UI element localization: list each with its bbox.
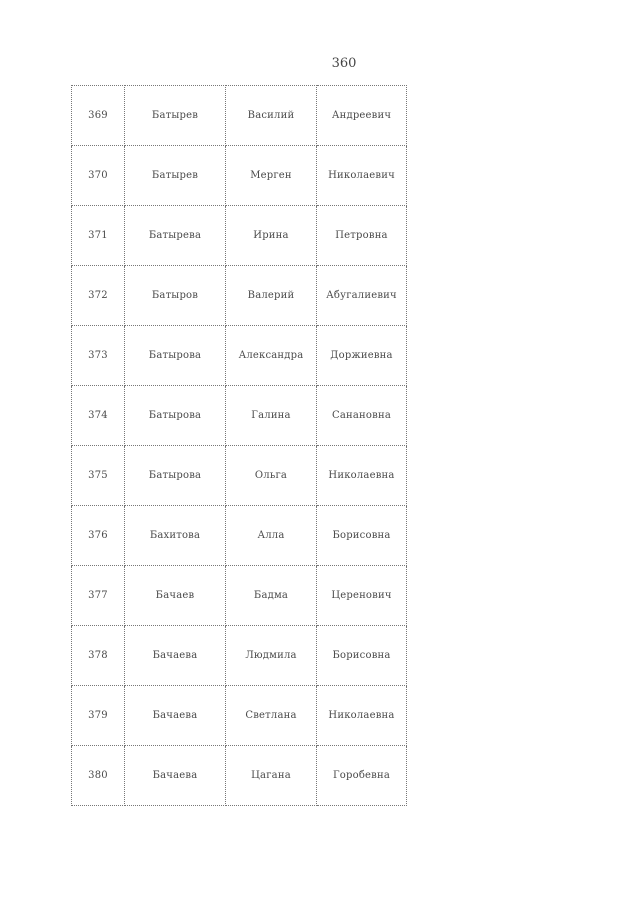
patronymic: Доржиевна [317, 326, 407, 386]
patronymic: Николаевич [317, 146, 407, 206]
table-row [72, 686, 407, 746]
row-number: 374 [72, 386, 125, 446]
row-number: 373 [72, 326, 125, 386]
first-name: Людмила [226, 626, 317, 686]
table-row [72, 746, 407, 806]
names-table [71, 85, 407, 806]
row-number: 379 [72, 686, 125, 746]
last-name: Батыров [125, 266, 226, 326]
table-row [72, 86, 407, 146]
last-name: Батырев [125, 146, 226, 206]
patronymic: Андреевич [317, 86, 407, 146]
patronymic: Николаевна [317, 686, 407, 746]
row-number: 372 [72, 266, 125, 326]
last-name: Бачаев [125, 566, 226, 626]
table-row [72, 566, 407, 626]
first-name: Светлана [226, 686, 317, 746]
patronymic: Николаевна [317, 446, 407, 506]
row-number: 370 [72, 146, 125, 206]
table-row [72, 206, 407, 266]
first-name: Мерген [226, 146, 317, 206]
last-name: Батырова [125, 326, 226, 386]
first-name: Василий [226, 86, 317, 146]
last-name: Бачаева [125, 746, 226, 806]
table-row [72, 386, 407, 446]
patronymic: Петровна [317, 206, 407, 266]
first-name: Ирина [226, 206, 317, 266]
first-name: Цагана [226, 746, 317, 806]
patronymic: Горобевна [317, 746, 407, 806]
last-name: Батырова [125, 446, 226, 506]
table-row [72, 626, 407, 686]
row-number: 380 [72, 746, 125, 806]
last-name: Батырева [125, 206, 226, 266]
first-name: Галина [226, 386, 317, 446]
row-number: 377 [72, 566, 125, 626]
last-name: Батырев [125, 86, 226, 146]
first-name: Ольга [226, 446, 317, 506]
patronymic: Борисовна [317, 506, 407, 566]
first-name: Валерий [226, 266, 317, 326]
last-name: Бачаева [125, 686, 226, 746]
table-row [72, 266, 407, 326]
row-number: 375 [72, 446, 125, 506]
patronymic: Санановна [317, 386, 407, 446]
table-row [72, 146, 407, 206]
table-row [72, 506, 407, 566]
page-number: 360 [331, 56, 357, 71]
row-number: 378 [72, 626, 125, 686]
last-name: Бахитова [125, 506, 226, 566]
table-row [72, 446, 407, 506]
patronymic: Церенович [317, 566, 407, 626]
last-name: Батырова [125, 386, 226, 446]
last-name: Бачаева [125, 626, 226, 686]
row-number: 376 [72, 506, 125, 566]
first-name: Александра [226, 326, 317, 386]
first-name: Бадма [226, 566, 317, 626]
first-name: Алла [226, 506, 317, 566]
row-number: 371 [72, 206, 125, 266]
patronymic: Борисовна [317, 626, 407, 686]
patronymic: Абугалиевич [317, 266, 407, 326]
row-number: 369 [72, 86, 125, 146]
table-row [72, 326, 407, 386]
